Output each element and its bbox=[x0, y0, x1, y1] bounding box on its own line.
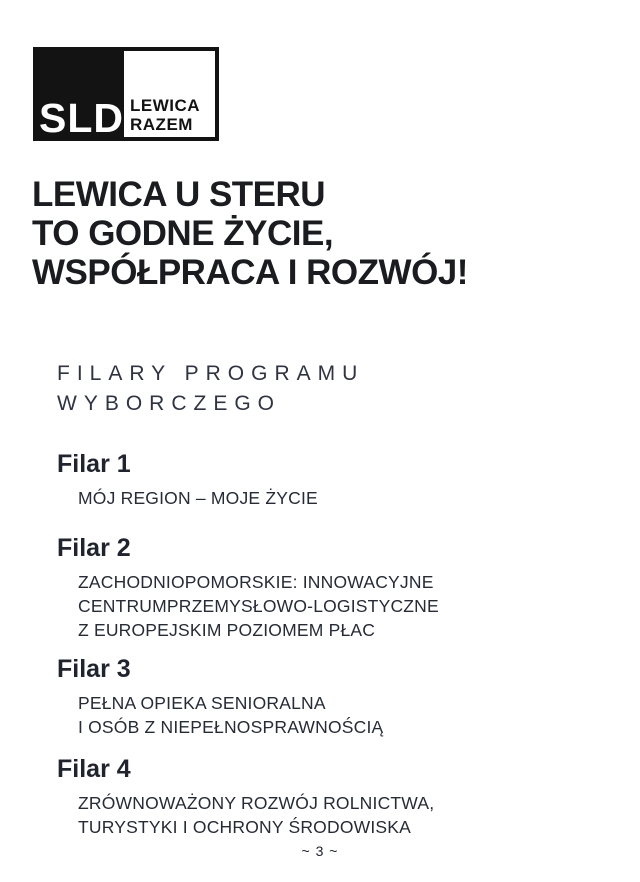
sld-logo-acronym: SLD bbox=[39, 95, 124, 141]
pillar-section-1 bbox=[57, 449, 318, 510]
page-number: ~ 3 ~ bbox=[301, 843, 339, 859]
lewica-razem-text bbox=[130, 96, 200, 134]
pillar-2-line-1: ZACHODNIOPOMORSKIE: INNOWACYJNE bbox=[78, 572, 434, 592]
pillar-4-title: Filar 4 bbox=[57, 755, 131, 783]
program-pillars-title bbox=[57, 359, 364, 419]
pillar-3-line-1: PEŁNA OPIEKA SENIORALNA bbox=[78, 693, 326, 713]
pillar-section-2 bbox=[57, 533, 439, 642]
pillar-section-3 bbox=[57, 654, 383, 739]
pillar-1-title: Filar 1 bbox=[57, 450, 131, 478]
headline-line-3: WSPÓŁPRACA I ROZWÓJ! bbox=[32, 253, 468, 292]
pillar-4-description bbox=[78, 791, 434, 839]
razem-label: RAZEM bbox=[130, 115, 193, 134]
headline-line-2: TO GODNE ŻYCIE, bbox=[32, 214, 334, 253]
pillar-section-4 bbox=[57, 754, 434, 839]
section-title-line-1: FILARY PROGRAMU bbox=[57, 362, 365, 385]
sld-logo bbox=[33, 47, 219, 141]
section-title-line-2: WYBORCZEGO bbox=[57, 392, 282, 415]
lewica-label: LEWICA bbox=[130, 96, 201, 115]
pillar-2-title: Filar 2 bbox=[57, 534, 131, 562]
headline-line-1: LEWICA U STERU bbox=[32, 175, 326, 214]
pillar-2-line-2: CENTRUMPRZEMYSŁOWO-LOGISTYCZNE bbox=[78, 596, 439, 616]
pillar-1-description bbox=[78, 486, 318, 510]
lewica-razem-box bbox=[124, 51, 215, 137]
pillar-3-description bbox=[78, 691, 383, 739]
pillar-3-line-2: I OSÓB Z NIEPEŁNOSPRAWNOŚCIĄ bbox=[78, 717, 384, 737]
main-headline bbox=[32, 175, 468, 292]
pillar-2-line-3: Z EUROPEJSKIM POZIOMEM PŁAC bbox=[78, 620, 376, 640]
pillar-4-line-2: TURYSTYKI I OCHRONY ŚRODOWISKA bbox=[78, 817, 412, 837]
pillar-1-line-1: MÓJ REGION – MOJE ŻYCIE bbox=[78, 488, 318, 508]
pillar-2-description bbox=[78, 570, 439, 642]
pillar-4-line-1: ZRÓWNOWAŻONY ROZWÓJ ROLNICTWA, bbox=[78, 793, 435, 813]
pillar-3-title: Filar 3 bbox=[57, 655, 131, 683]
